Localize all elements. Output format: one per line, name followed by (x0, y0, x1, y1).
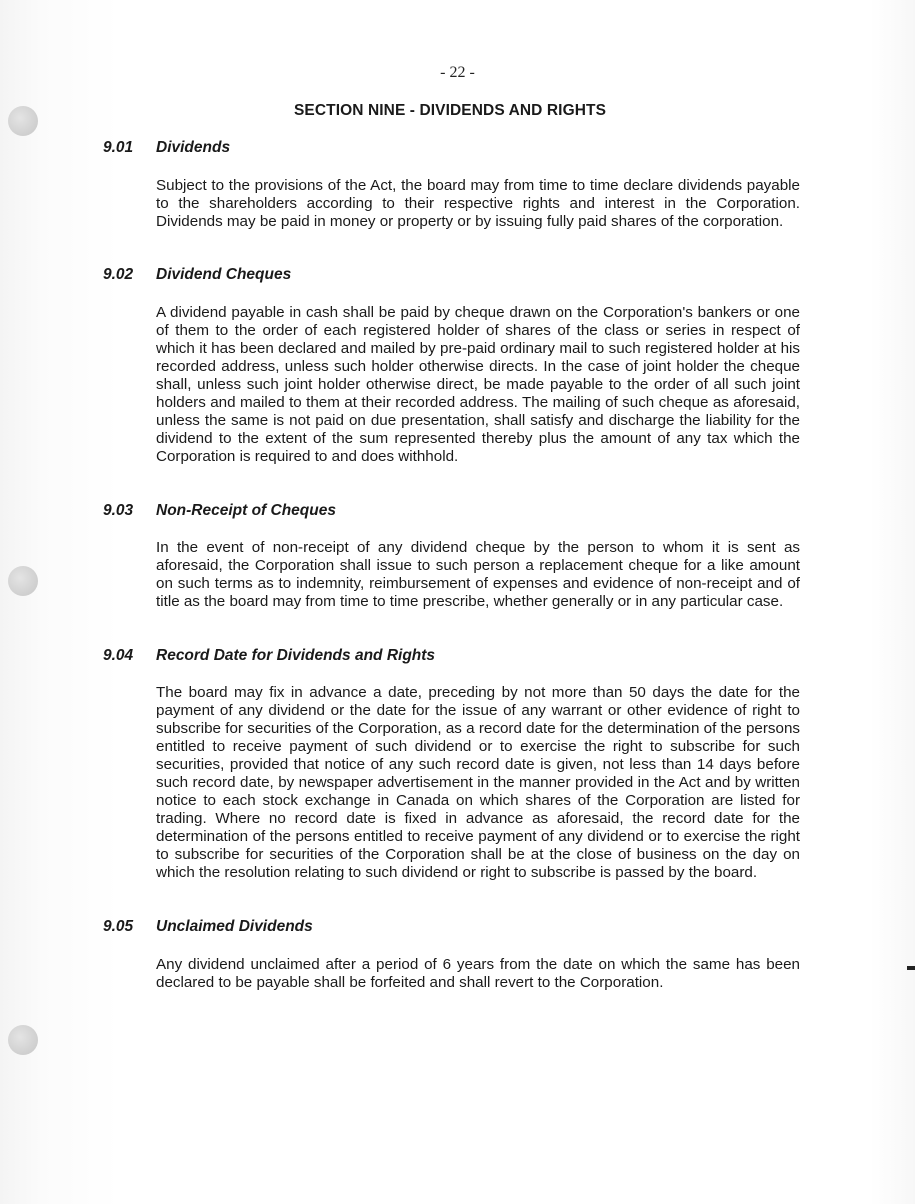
clause-number: 9.04 (103, 647, 134, 664)
clause-title: Unclaimed Dividends (156, 918, 313, 935)
clause-title: Record Date for Dividends and Rights (156, 647, 436, 664)
clause-title: Non-Receipt of Cheques (156, 502, 336, 519)
punch-hole (8, 566, 38, 596)
clause-body-9-05: Any dividend unclaimed after a period of 6 years from the date on which the same has been declared to be payable shall be forfeited and shall revert to the Corporation. (156, 956, 800, 991)
clause-heading-9-04 (103, 647, 435, 665)
section-title: SECTION NINE - DIVIDENDS AND RIGHTS (293, 102, 607, 119)
clause-body-9-02: A dividend payable in cash shall be paid by cheque drawn on the Corporation's bankers or one of them to the order of each registered holder of shares of the class or series in respect of which it has been declared and mailed by pre-paid ordinary mail to such registered holder at his recorded address, unless such holder otherwise directs. In the case of joint holder the cheque shall, unless such joint holder otherwise direct, be made payable to the order of all such joint holders and mailed to them at their recorded address. The mailing of such cheque as aforesaid, unless the same is not paid on due presentation, shall satisfy and discharge the liability for the dividend to the extent of the sum represented thereby plus the amount of any tax which the Corporation is required to and does withhold. (156, 304, 800, 465)
page-number: - 22 - (440, 64, 475, 81)
clause-heading-9-05 (103, 918, 313, 936)
punch-hole (8, 1025, 38, 1055)
clause-number: 9.05 (103, 918, 134, 935)
clause-body-9-03: In the event of non-receipt of any dividend cheque by the person to whom it is sent as aforesaid, the Corporation shall issue to such person a replacement cheque for a like amount on such terms as to indemnity, reimbursement of expenses and evidence of non-receipt and of title as the board may from time to time prescribe, whether generally or in any particular case. (156, 539, 800, 610)
clause-title: Dividend Cheques (156, 266, 292, 283)
clause-number: 9.03 (103, 502, 134, 519)
clause-number: 9.02 (103, 266, 134, 283)
clause-body-9-01: Subject to the provisions of the Act, the board may from time to time declare dividends payable to the shareholders according to their respective rights and interest in the Corporation. Dividends may be paid in money or property or by issuing fully paid shares of the corporation. (156, 177, 800, 230)
clause-heading-9-01 (103, 139, 230, 157)
clause-heading-9-03 (103, 502, 336, 520)
clause-title: Dividends (156, 139, 231, 156)
scan-edge-mark (907, 966, 915, 970)
clause-body-9-04: The board may fix in advance a date, preceding by not more than 50 days the date for the payment of any dividend or the date for the issue of any warrant or other evidence of right to subscribe for securities of the Corporation, as a record date for the determination of the persons entitled to receive payment of such dividend or to exercise the right to subscribe for such securities, provided that notice of any such record date is given, not less than 14 days before such record date, by newspaper advertisement in the manner provided in the Act and by written notice to each stock exchange in Canada on which shares of the Corporation are listed for trading. Where no record date is fixed in advance as aforesaid, the record date for the determination of the persons entitled to receive payment of any dividend or to exercise the right to subscribe for securities of the Corporation shall be at the close of business on the day on which the resolution relating to such dividend or right to subscribe is passed by the board. (156, 684, 800, 881)
clause-number: 9.01 (103, 139, 134, 156)
clause-heading-9-02 (103, 266, 291, 284)
